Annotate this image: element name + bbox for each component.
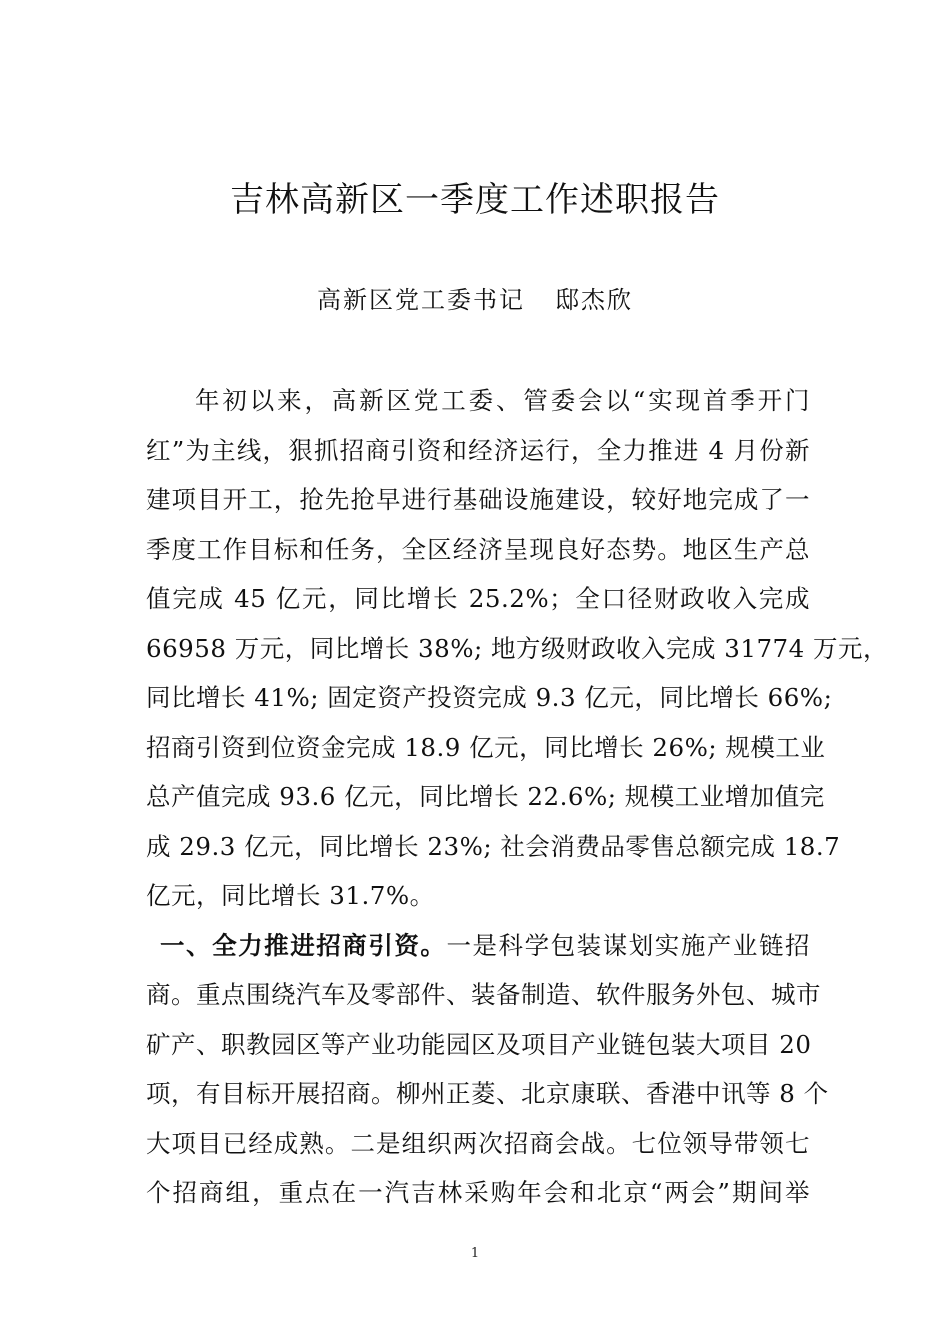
paragraph-line: 矿产、职教园区等产业功能园区及项目产业链包装大项目 20	[146, 1029, 812, 1059]
author-name: 邸杰欣	[555, 286, 633, 314]
paragraph-line: 总产值完成 93.6 亿元，同比增长 22.6%; 规模工业增加值完	[146, 782, 825, 811]
paragraph-line	[146, 921, 810, 971]
paragraph-line: 年初以来，高新区党工委、管委会以“实现首季开门	[195, 386, 810, 415]
document-body	[146, 376, 889, 1218]
paragraph-line: 项，有目标开展招商。柳州正菱、北京康联、香港中讯等 8 个	[146, 1079, 829, 1108]
paragraph-line: 大项目已经成熟。二是组织两次招商会战。七位领导带领七	[146, 1128, 810, 1158]
author-role: 高新区党工委书记	[317, 286, 525, 314]
heading-continuation: 一是科学包装谋划实施产业链招	[446, 930, 811, 960]
page-number: 1	[470, 1246, 480, 1261]
paragraph-line: 成 29.3 亿元，同比增长 23%; 社会消费品零售总额完成 18.7	[146, 831, 841, 861]
paragraph-line: 商。重点围绕汽车及零部件、装备制造、软件服务外包、城市	[146, 980, 821, 1009]
paragraph-line: 66958 万元，同比增长 38%; 地方级财政收入完成 31774 万元，	[146, 633, 889, 663]
paragraph-1	[146, 376, 889, 921]
paragraph-2	[146, 921, 829, 1218]
paragraph-line: 招商引资到位资金完成 18.9 亿元，同比增长 26%; 规模工业	[146, 732, 826, 762]
paragraph-line: 红”为主线，狠抓招商引资和经济运行，全力推进 4 月份新	[146, 435, 810, 465]
paragraph-line: 亿元，同比增长 31.7%。	[146, 881, 435, 910]
author-line	[0, 280, 950, 320]
document-title: 吉林高新区一季度工作述职报告	[230, 180, 720, 220]
paragraph-line: 值完成 45 亿元，同比增长 25.2%；全口径财政收入完成	[146, 584, 810, 613]
section-heading: 一、全力推进招商引资。	[160, 930, 447, 960]
paragraph-line: 同比增长 41%; 固定资产投资完成 9.3 亿元，同比增长 66%;	[146, 683, 833, 712]
paragraph-line: 季度工作目标和任务，全区经济呈现良好态势。地区生产总	[146, 534, 810, 564]
paragraph-line: 个招商组，重点在一汽吉林采购年会和北京“两会”期间举	[146, 1178, 810, 1207]
paragraph-line: 建项目开工，抢先抢早进行基础设施建设，较好地完成了一	[146, 485, 810, 514]
